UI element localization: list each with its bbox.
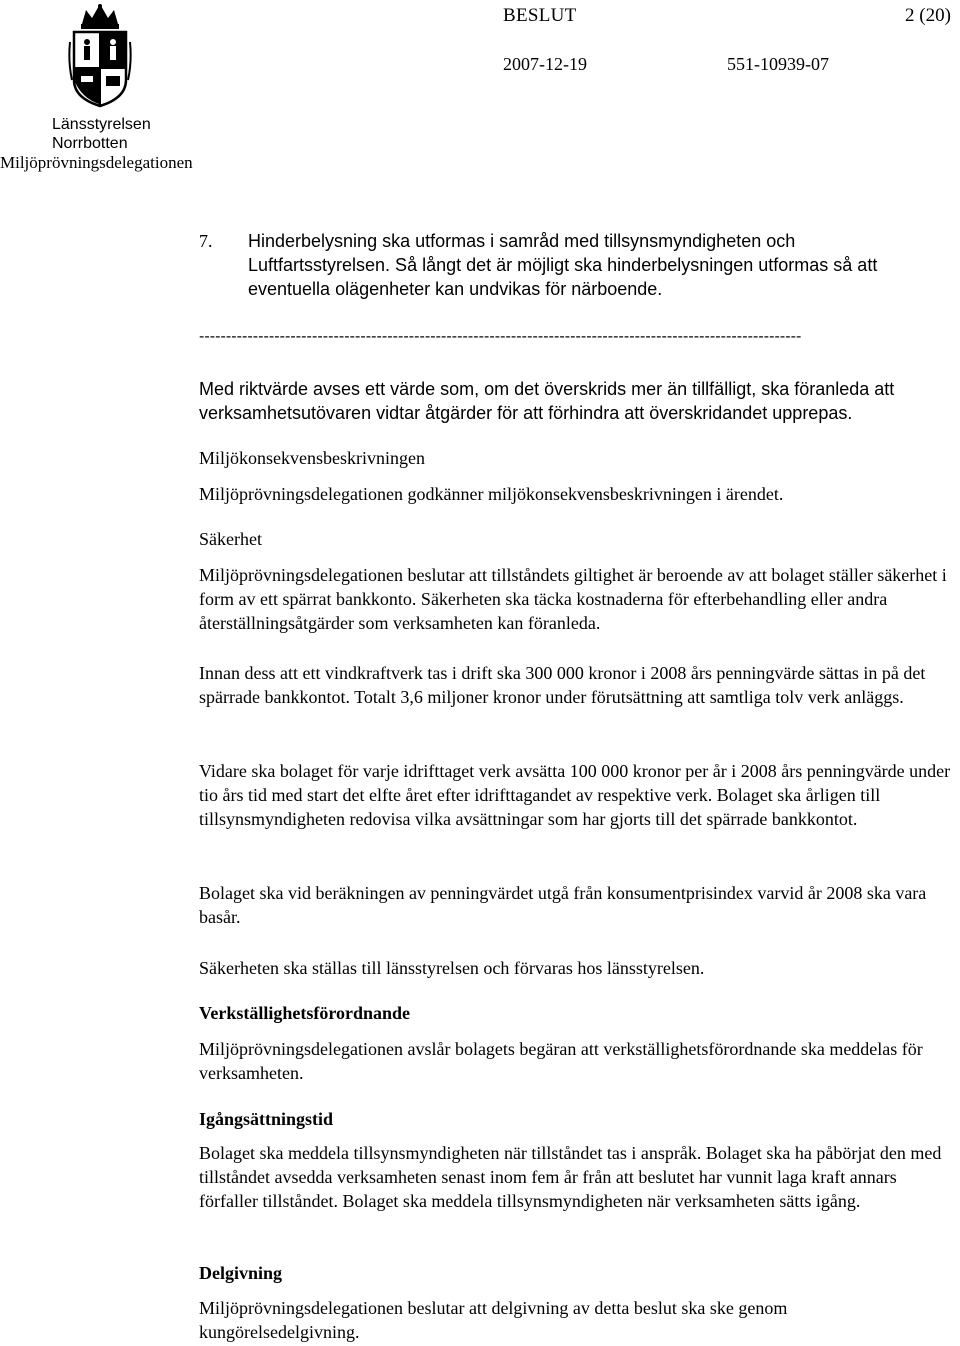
heading-miljokonsekvensbeskrivningen: Miljökonsekvensbeskrivningen [199, 448, 425, 468]
document-date: 2007-12-19 [503, 54, 587, 74]
paragraph-verkstallighet: Miljöprövningsdelegationen avslår bolagets begäran att verkställighetsförordnande ska meddelas för verksamheten. [199, 1039, 923, 1083]
list-item-number: 7. [199, 231, 213, 251]
heading-igangsattningstid: Igångsättningstid [199, 1109, 334, 1129]
paragraph-igangsattning: Bolaget ska meddela tillsynsmyndigheten när tillståndet tas i anspråk. Bolaget ska ha påbörjat den med tillståndet avsedda verksamheten senast inom fem år från att beslutet har vunnit laga kraft annars förfaller tillståndet. Bolaget ska meddela tillsynsmyndigheten när verksamheten sätts igång. [199, 1143, 942, 1211]
org-name-line1: Länsstyrelsen [52, 116, 151, 133]
page-number: 2 (20) [905, 5, 951, 26]
separator-line: ---------------------------------------------------------------------------------------------------------------- [199, 328, 802, 345]
org-department: Miljöprövningsdelegationen [0, 153, 193, 172]
document-type: BESLUT [503, 5, 577, 26]
heading-sakerhet: Säkerhet [199, 529, 262, 549]
paragraph-mkb: Miljöprövningsdelegationen godkänner miljökonsekvensbeskrivningen i ärendet. [199, 484, 784, 504]
paragraph-sakerhet-5: Säkerheten ska ställas till länsstyrelsen och förvaras hos länsstyrelsen. [199, 958, 705, 978]
paragraph-sakerhet-3: Vidare ska bolaget för varje idrifttaget verk avsätta 100 000 kronor per år i 2008 års penningvärde under tio års tid med start det elfte året efter idrifttagandet av respektive verk. Bolaget ska årligen till tillsynsmyndigheten redovisa vilka avsättningar som har gjorts till det spärrade bankkontot. [199, 761, 951, 829]
list-item-text: Hinderbelysning ska utformas i samråd med tillsynsmyndigheten och Luftfartsstyrelsen. Så långt det är möjligt ska hinderbelysningen utformas så att eventuella olägenheter kan undvikas för närboende. [248, 231, 878, 299]
paragraph-riktvarde: Med riktvärde avses ett värde som, om det överskrids mer än tillfälligt, ska föranleda att verksamhetsutövaren vidtar åtgärder för att förhindra att överskridandet upprepas. [199, 379, 895, 423]
paragraph-sakerhet-4: Bolaget ska vid beräkningen av penningvärdet utgå från konsumentprisindex varvid år 2008 ska vara basår. [199, 883, 927, 927]
paragraph-delgivning: Miljöprövningsdelegationen beslutar att delgivning av detta beslut ska ske genom kungörelsedelgivning. [199, 1298, 788, 1342]
org-name-line2: Norrbotten [52, 135, 128, 152]
heading-verkstallighetsforordnande: Verkställighetsförordnande [199, 1003, 411, 1023]
paragraph-sakerhet-1: Miljöprövningsdelegationen beslutar att tillståndets giltighet är beroende av att bolaget ställer säkerhet i form av ett spärrat bankkonto. Säkerheten ska täcka kostnaderna för efterbehandling eller andra återställningsåtgärder som verksamheten kan föranleda. [199, 565, 947, 633]
coat-of-arms-icon [68, 2, 132, 108]
paragraph-sakerhet-2: Innan dess att ett vindkraftverk tas i drift ska 300 000 kronor i 2008 års penningvärde sättas in på det spärrade bankkontot. Totalt 3,6 miljoner kronor under förutsättning att samtliga tolv verk anläggs. [199, 663, 926, 707]
heading-delgivning: Delgivning [199, 1263, 283, 1283]
document-reference: 551-10939-07 [727, 54, 829, 74]
